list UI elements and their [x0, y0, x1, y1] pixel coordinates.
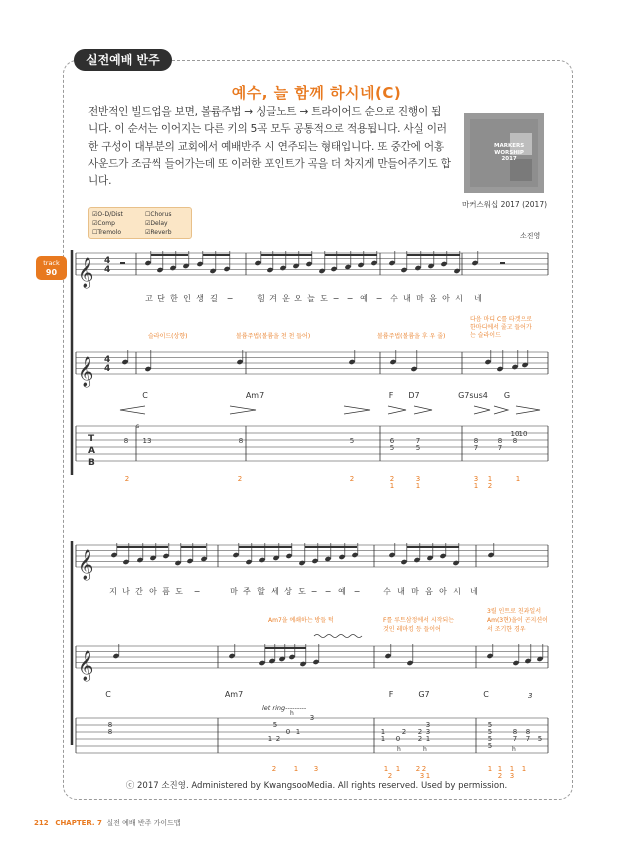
volume-swell-mark — [516, 406, 540, 414]
tab-clef: T — [88, 434, 95, 444]
lyric-syllable: 도 — [320, 294, 328, 303]
volume-swell-mark — [474, 406, 490, 414]
lyric-syllable: 도 — [175, 587, 183, 596]
description-line: 한 구성이 대부분의 교회에서 예배반주 시 연주되는 형태입니다. 또 중간에 어홍 — [88, 140, 444, 153]
lyric-syllable: 지 — [109, 587, 117, 596]
lyric-syllable: 예 — [338, 587, 346, 596]
tab-fret-number: 2 — [417, 728, 423, 736]
checkbox-icon: ☑ — [145, 220, 151, 227]
technique-annotation: 슬라이드(상향) — [148, 333, 188, 340]
chord-name: C — [483, 690, 489, 699]
tab-fret-number: 5 — [349, 437, 355, 445]
tab-fret-number: 7 — [473, 444, 479, 452]
lyric-syllable: 나 — [122, 587, 130, 596]
tab-fret-number: 3 — [425, 721, 431, 729]
tab-fret-number: 1 — [425, 735, 431, 743]
vibrato-mark — [314, 635, 362, 638]
technique-annotation: 서 조기한 경우 — [487, 626, 526, 633]
finger-number: 1 — [415, 482, 421, 490]
lyric-syllable: 힘 — [257, 294, 265, 303]
finger-number: 2 — [387, 772, 393, 780]
chapter-label: CHAPTER. 7 — [55, 819, 102, 827]
lyric-syllable: − — [332, 294, 340, 303]
tab-fret-number: 0 — [285, 728, 291, 736]
finger-number: 2 — [389, 475, 395, 483]
checkbox-icon: ☐ — [92, 229, 98, 236]
tab-fret-number: 7 — [497, 444, 503, 452]
lyric-syllable: 마 — [230, 587, 238, 596]
chord-name: C — [142, 391, 148, 400]
tab-fret-number: 13 — [142, 437, 152, 445]
chord-name: G7sus4 — [458, 391, 488, 400]
tab-fret-number: 7 — [525, 735, 531, 743]
tab-fret-number: 5 — [487, 728, 493, 736]
lyric-syllable: − — [324, 587, 332, 596]
checkbox-icon: ☑ — [92, 211, 98, 218]
chord-name: Am7 — [245, 391, 265, 400]
time-signature: 4 — [104, 256, 111, 266]
lyric-syllable: 할 — [257, 587, 265, 596]
volume-swell-mark — [414, 406, 432, 414]
setting-reverb: ☑Reverb — [145, 229, 172, 236]
checkbox-icon: ☑ — [92, 220, 98, 227]
lyric-syllable: 생 — [196, 294, 204, 303]
tab-fret-number: 5 — [389, 444, 395, 452]
finger-number: 1 — [293, 765, 299, 773]
finger-number: 2 — [349, 475, 355, 483]
finger-number: 2 — [487, 482, 493, 490]
lyric-syllable: 늘 — [307, 294, 315, 303]
finger-number: 1 — [425, 772, 431, 780]
treble-clef: 𝄞 — [78, 258, 94, 288]
setting-delay: ☑Delay — [145, 220, 168, 227]
tab-fret-number: 2 — [417, 735, 423, 743]
finger-number: 1 — [473, 482, 479, 490]
volume-swell-mark — [494, 406, 508, 414]
tab-clef: A — [88, 446, 95, 456]
treble-clef: 𝄞 — [78, 550, 94, 580]
tab-fret-number: 8 — [123, 437, 129, 445]
lyric-syllable: − — [375, 294, 383, 303]
chapter-title: 실전 예배 반주 가이드맵 — [106, 819, 181, 827]
triplet-mark: 3 — [528, 692, 533, 700]
time-signature: 4 — [104, 355, 111, 365]
tab-fret-number: 7 — [512, 735, 518, 743]
tab-fret-number: 1 — [380, 728, 386, 736]
lyric-syllable: 인 — [183, 294, 191, 303]
copyright-notice: ⓒ 2017 소진영. Administered by KwangsooMedia. All rights reserved. Used by permission. — [125, 781, 508, 791]
tab-fret-number: 5 — [487, 721, 493, 729]
description-line: 니다. — [88, 175, 112, 188]
tab-fret-number: 8 — [525, 728, 531, 736]
lyric-syllable: 수 — [383, 587, 391, 596]
tab-fret-number: 3 — [425, 728, 431, 736]
finger-number: 1 — [389, 482, 395, 490]
checkbox-icon: ☑ — [145, 229, 151, 236]
finger-number: 1 — [383, 765, 389, 773]
tab-fret-number: 5 — [487, 735, 493, 743]
checkbox-icon: ☐ — [145, 211, 151, 218]
setting-tremolo: ☐Tremolo — [92, 229, 122, 236]
setting-chorus: ☐Chorus — [145, 211, 172, 218]
technique-annotation: 다음 마디 C를 타겟으로 — [470, 316, 533, 323]
tab-fret-number: 8 — [107, 728, 113, 736]
lyric-syllable: 상 — [284, 587, 292, 596]
lyric-syllable: 단 — [157, 294, 165, 303]
lyric-syllable: − — [346, 294, 354, 303]
volume-swell-mark — [230, 406, 256, 414]
tab-fret-number: 8 — [238, 437, 244, 445]
tab-fret-number: 6 — [389, 437, 395, 445]
tab-fret-number: 1 — [267, 735, 273, 743]
lyric-syllable: 한 — [170, 294, 178, 303]
finger-number: 1 — [497, 765, 503, 773]
finger-number: 2 — [237, 475, 243, 483]
description-line: 니다. 이 순서는 이어지는 다른 키의 5곡 모두 공통적으로 적용됩니다. 사실 이러 — [88, 123, 447, 136]
finger-number: 1 — [509, 765, 515, 773]
album-title: MARKERS WORSHIP 2017 — [494, 143, 525, 162]
lyric-syllable: 내 — [403, 294, 411, 303]
lyric-syllable: 고 — [145, 294, 153, 303]
treble-clef: 𝄞 — [78, 651, 94, 681]
time-signature: 4 — [104, 265, 111, 275]
technique-annotation: 는 슬라이드 — [470, 332, 501, 339]
technique-annotation: Am(3현)을이 곤지션이 — [487, 617, 548, 624]
volume-swell-mark — [120, 406, 145, 414]
description-line: 사운드가 조금씩 들어가는데 또 이러한 포인트가 곡을 더 차지게 만들어주기도 합 — [88, 157, 451, 170]
finger-number: 1 — [487, 475, 493, 483]
finger-number: 1 — [487, 765, 493, 773]
finger-number: 3 — [419, 772, 425, 780]
lyric-syllable: 시 — [455, 294, 463, 303]
tab-fret-number: 1 — [295, 728, 301, 736]
chord-name: F — [388, 391, 394, 400]
finger-number: 1 — [515, 475, 521, 483]
lyric-syllable: 운 — [282, 294, 290, 303]
lyric-syllable: 예 — [360, 294, 368, 303]
chord-name: D7 — [408, 391, 420, 400]
tab-fret-number: 10 — [518, 430, 528, 438]
lyric-syllable: 내 — [397, 587, 405, 596]
finger-number: 2 — [421, 765, 427, 773]
technique-annotation: 것인 레마킹 등 들이어 — [383, 626, 441, 633]
time-signature: 4 — [104, 364, 111, 374]
lyric-syllable: 세 — [271, 587, 279, 596]
lyric-syllable: 픔 — [162, 587, 170, 596]
finger-number: 3 — [473, 475, 479, 483]
lyric-syllable: − — [353, 587, 361, 596]
lyric-syllable: 음 — [429, 294, 437, 303]
lyric-syllable: 주 — [243, 587, 251, 596]
song-title: 예수, 늘 함께 하시네(C) — [231, 84, 402, 102]
technique-annotation: Am7을 예쇄하는 방들 턱 — [268, 617, 334, 624]
hammer-mark: h — [290, 710, 294, 717]
lyric-syllable: − — [310, 587, 318, 596]
chord-name: G — [503, 391, 511, 400]
tab-fret-number: 5 — [537, 735, 543, 743]
lyric-syllable: 아 — [149, 587, 157, 596]
tab-fret-number: 5 — [272, 721, 278, 729]
lyric-syllable: 마 — [416, 294, 424, 303]
lyric-syllable: 오 — [294, 294, 302, 303]
treble-clef: 𝄞 — [78, 357, 94, 387]
technique-annotation: 3릴 인트로 친과일서 — [487, 608, 542, 615]
lyric-syllable: 아 — [439, 587, 447, 596]
finger-number: 2 — [415, 765, 421, 773]
technique-annotation: 볼륨주법(볼륨을 후 우 줄) — [377, 333, 446, 340]
lyric-syllable: 수 — [390, 294, 398, 303]
tab-fret-number: 3 — [309, 714, 315, 722]
rest-mark — [500, 262, 505, 264]
hammer-mark: h — [423, 746, 427, 753]
tab-fret-number: 8 — [512, 728, 518, 736]
setting-comp: ☑Comp — [92, 220, 115, 227]
technique-annotation: 한마디에서 줄고 들어가 — [470, 324, 532, 331]
finger-number: 3 — [509, 772, 515, 780]
lyric-syllable: 도 — [298, 587, 306, 596]
tab-fret-number: 1 — [380, 735, 386, 743]
finger-number: 1 — [521, 765, 527, 773]
volume-swell-mark — [344, 406, 370, 414]
tab-fret-number: 8 — [107, 721, 113, 729]
lyric-syllable: 마 — [411, 587, 419, 596]
composer-name: 소진영 — [520, 232, 541, 240]
lyric-syllable: 시 — [453, 587, 461, 596]
lyric-syllable: 아 — [442, 294, 450, 303]
track-badge: track 90 — [36, 256, 67, 280]
tab-clef: B — [88, 458, 95, 468]
hammer-mark: h — [397, 746, 401, 753]
page-number: 212 — [34, 819, 49, 827]
tab-fret-number: 7 — [415, 437, 421, 445]
lyric-syllable: − — [226, 294, 234, 303]
tab-fret-number: 8 — [497, 437, 503, 445]
lyric-syllable: 네 — [470, 587, 478, 596]
album-caption: 마커스워십 2017 (2017) — [462, 200, 548, 209]
tab-fret-number: 10 — [510, 430, 520, 438]
volume-swell-mark — [388, 406, 406, 414]
hammer-mark: h — [512, 746, 516, 753]
technique-annotation: 볼륨주법(볼륨을 천 천 들어) — [236, 333, 311, 340]
tab-fret-number: 5 — [415, 444, 421, 452]
finger-number: 2 — [271, 765, 277, 773]
finger-number: 1 — [395, 765, 401, 773]
rest-mark — [120, 262, 125, 264]
tab-fret-number: 2 — [401, 728, 407, 736]
lyric-syllable: 겨 — [269, 294, 277, 303]
description-line: 전반적인 빌드업을 보면, 볼륨주법 → 싱글노트 → 트라이어드 순으로 진행이 됩 — [88, 106, 442, 118]
section-badge: 실전예배 반주 — [74, 49, 172, 71]
let-ring-label: let ring--------- — [262, 704, 307, 712]
lyric-syllable: 음 — [425, 587, 433, 596]
setting-od-dist: ☑O-D/Dist — [92, 211, 123, 218]
finger-number: 3 — [415, 475, 421, 483]
slide-mark: s — [136, 423, 140, 430]
lyric-syllable: − — [193, 587, 201, 596]
lyric-syllable: 네 — [474, 294, 482, 303]
chord-name: F — [388, 690, 394, 699]
finger-number: 2 — [497, 772, 503, 780]
chord-name: G7 — [418, 690, 430, 699]
finger-number: 3 — [313, 765, 319, 773]
tab-fret-number: 0 — [395, 735, 401, 743]
tab-fret-number: 2 — [275, 735, 281, 743]
tab-fret-number: 8 — [473, 437, 479, 445]
page-footer — [34, 818, 181, 828]
tab-fret-number: 5 — [487, 742, 493, 750]
tab-fret-number: 8 — [512, 437, 518, 445]
finger-number: 2 — [124, 475, 130, 483]
chord-name: Am7 — [224, 690, 244, 699]
lyric-syllable: 간 — [135, 587, 143, 596]
chord-name: C — [105, 690, 111, 699]
technique-annotation: F를 루트삼정에서 시작되는 — [383, 617, 455, 624]
lyric-syllable: 길 — [210, 294, 218, 303]
